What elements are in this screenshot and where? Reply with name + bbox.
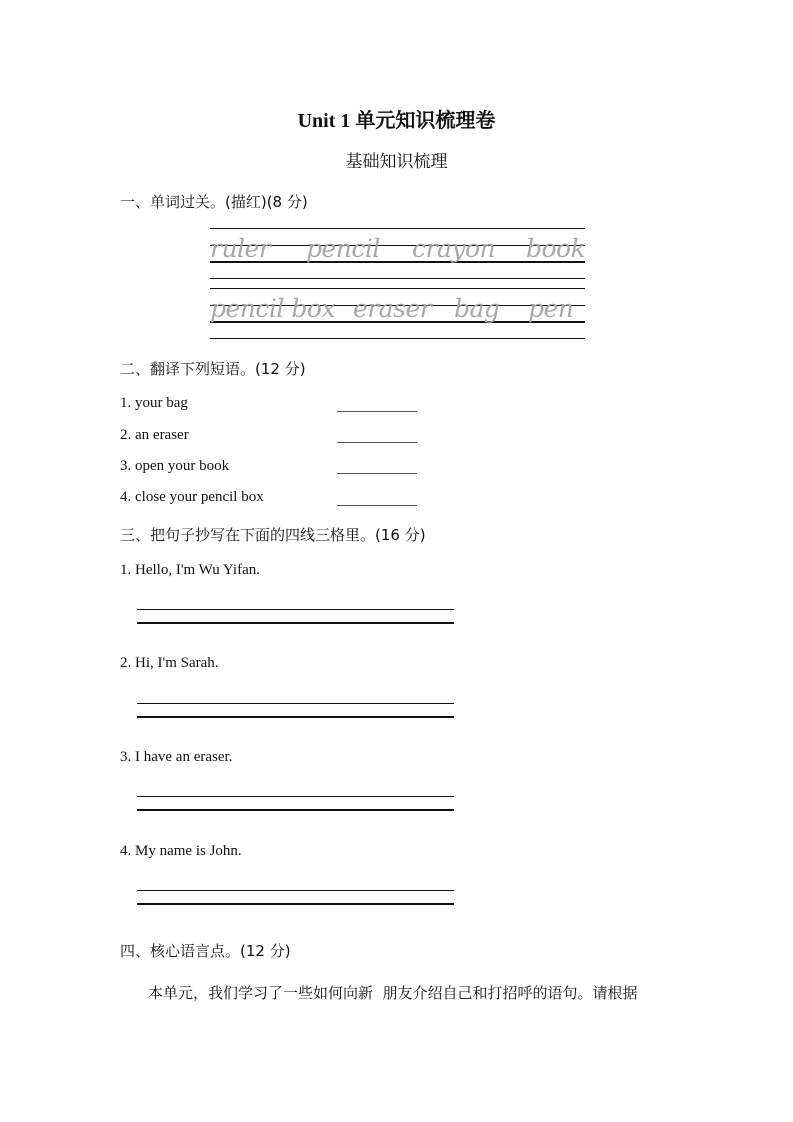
sentence-item: 4. My name is John. [120, 843, 242, 859]
phrase-item: 4. close your pencil box [120, 489, 264, 505]
answer-blank[interactable] [337, 505, 417, 506]
answer-blank[interactable] [337, 473, 417, 474]
phrase-item: 1. your bag [120, 395, 188, 411]
sentence-item: 3. I have an eraser. [120, 749, 233, 765]
tracing-grid-row-2 [210, 288, 585, 340]
tracing-grid-row-1 [210, 228, 585, 280]
page-title: Unit 1 单元知识梳理卷 [297, 110, 496, 132]
grid-line [210, 338, 585, 339]
answer-blank[interactable] [337, 442, 417, 443]
section-4-heading: 四、核心语言点。(12 分) [120, 942, 291, 960]
page-subtitle: 基础知识梳理 [345, 152, 448, 172]
section-1-heading: 一、单词过关。(描红)(8 分) [120, 193, 308, 211]
trace-word: pen [528, 294, 574, 323]
trace-word: bag [454, 294, 500, 323]
grid-line [210, 278, 585, 279]
sentence-item: 1. Hello, I'm Wu Yifan. [120, 562, 260, 578]
sentence-item: 2. Hi, I'm Sarah. [120, 655, 219, 671]
trace-word: pencil box [210, 294, 335, 323]
phrase-item: 3. open your book [120, 458, 230, 474]
grid-line [210, 228, 585, 229]
section-3-heading: 三、把句子抄写在下面的四线三格里。(16 分) [120, 526, 426, 544]
trace-word: book [526, 234, 586, 263]
grid-line [210, 288, 585, 289]
trace-word: crayon [412, 234, 496, 263]
answer-blank[interactable] [337, 411, 417, 412]
phrase-item: 2. an eraser [120, 427, 189, 443]
section-4-paragraph: 本单元，我们学习了一些如何向新 朋友介绍自己和打招呼的语句。请根据 [148, 984, 638, 1002]
trace-word: pencil [306, 234, 380, 263]
trace-word: eraser [353, 294, 432, 323]
section-2-heading: 二、翻译下列短语。(12 分) [120, 360, 306, 378]
trace-word: ruler [210, 234, 271, 263]
